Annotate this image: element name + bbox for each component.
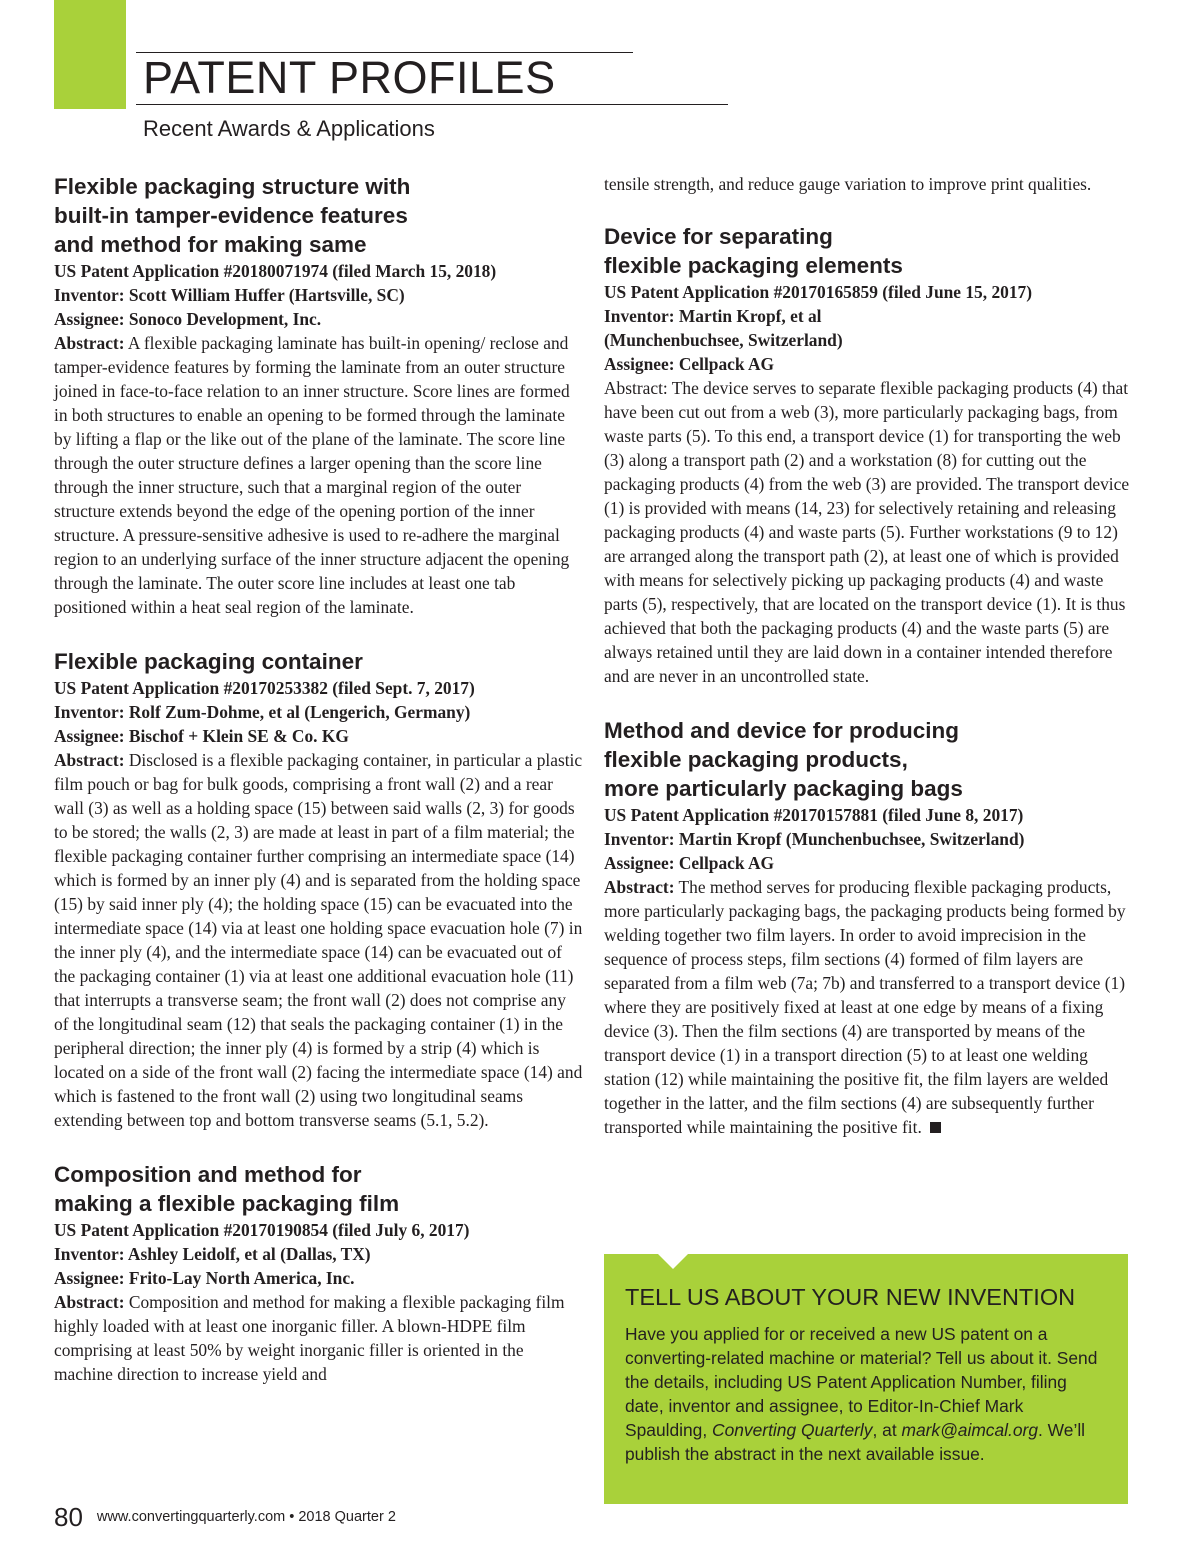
- publication-name: Converting Quarterly: [712, 1420, 873, 1440]
- page-subtitle: Recent Awards & Applications: [143, 116, 435, 141]
- patent-title: Method and device for producing flexible packaging products, more particularly packaging bags: [604, 718, 963, 801]
- patent-title: Flexible packaging structure with built-in tamper-evidence features and method for making same: [54, 174, 411, 257]
- abstract-label: Abstract:: [54, 750, 125, 770]
- patent-meta: US Patent Application #20170165859 (filed June 15, 2017) Inventor: Martin Kropf, et al (Munchenbuchsee, Switzerland) Assignee: Cellpack AG: [604, 282, 1033, 374]
- abstract-text: Composition and method for making a flexible packaging film highly loaded with at least one inorganic filler. A blown-HDPE film comprising at least 50% by weight inorganic filler is oriented in the machine direction to increase yield and: [54, 1292, 565, 1384]
- contact-email-link[interactable]: mark@aimcal.org: [901, 1420, 1039, 1440]
- callout-title: TELL US ABOUT YOUR NEW INVENTION: [625, 1284, 1076, 1310]
- page-footer: [54, 1500, 396, 1534]
- callout-notch: [658, 1254, 688, 1269]
- patent-title: Composition and method for making a flexible packaging film: [54, 1162, 400, 1216]
- callout-text-part: Have you applied for or received a new US patent on a converting-related machine or material? Tell us about it. Send the details, including US Patent Application Number, filing date, inventor and assignee, to Editor-In-Chief Mark Spaulding,: [625, 1324, 1098, 1440]
- page-title: PATENT PROFILES: [143, 52, 556, 103]
- abstract-label: Abstract:: [54, 333, 125, 353]
- patent-abstract: [604, 875, 1134, 1139]
- patent-abstract: [54, 1290, 584, 1386]
- abstract-text: Disclosed is a flexible packaging container, in particular a plastic film pouch or bag for bulk goods, comprising a front wall (2) and a rear wall (3) as well as a holding space (15) between said walls (2, 3) for goods to be stored; the walls (2, 3) are made at least in part of a film material; the flexible packaging container further comprising an intermediate space (14) which is formed by an inner ply (4) and is separated from the holding space (15) by said inner ply (4); the holding space (15) can be evacuated into the intermediate space (14) via at least one holding space evacuation hole (7) in the inner ply (4), and the intermediate space (14) can be evacuated out of the packaging container (1) via at least one additional evacuation hole (11) that interrupts a transverse seam; the front wall (2) does not comprise any of the longitudinal seam (12) that seals the packaging container (1) in the peripheral direction; the inner ply (4) is formed by a strip (4) which is located on a side of the front wall (2) facing the intermediate space (14) and which is fastened to the front wall (2) using two longitudinal seams extending between top and bottom transverse seams (5.1, 5.2).: [54, 750, 583, 1130]
- abstract-label: Abstract:: [604, 877, 675, 897]
- footer-text: www.convertingquarterly.com • 2018 Quarter 2: [96, 1509, 396, 1525]
- patent-meta: US Patent Application #20180071974 (filed March 15, 2018) Inventor: Scott William Huffer (Hartsville, SC) Assignee: Sonoco Development, Inc.: [54, 261, 497, 329]
- patent-abstract: [54, 331, 584, 619]
- patent-title: Flexible packaging container: [54, 649, 363, 674]
- patent-entry: [604, 222, 1134, 688]
- invention-callout-box: [604, 1254, 1128, 1504]
- abstract-text: The method serves for producing flexible packaging products, more particularly packaging bags, the packaging products being formed by welding together two film layers. In order to avoid imprecision in the sequence of process steps, film sections (4) formed of film layers are separated from a film web (7a; 7b) and transferred to a transport device (1) where they are positively fixed at least at one edge by means of a fixing device (3). Then the film sections (4) are transported by means of the transport device (1) in a transport direction (5) to at least one welding station (12) while maintaining the positive fit, the film layers are welded together in the latter, and the film sections (4) are subsequently further transported while maintaining the positive fit.: [604, 877, 1126, 1137]
- patent-entry: [54, 172, 584, 619]
- patent-abstract: Abstract: The device serves to separate flexible packaging products (4) that have been cut out from a web (3), more particularly packaging bags, from waste parts (5). To this end, a transport device (1) for transporting the web (3) along a transport path (2) and a workstation (8) for cutting out the packaging products (4) from the web (3) are provided. The transport device (1) is provided with means (14, 23) for selectively retaining and releasing packaging products (4) and waste parts (5). Further workstations (9 to 12) are arranged along the transport path (2), at least one of which is provided with means for selectively picking up packaging products (4) and waste parts (5), respectively, that are located on the transport device (1). It is thus achieved that both the packaging products (4) and the waste parts (5) are always retained until they are laid down in a container intended therefore and are never in an uncontrolled state.: [604, 378, 1130, 686]
- patent-entry: [54, 647, 584, 1132]
- abstract-label: Abstract:: [54, 1292, 125, 1312]
- continued-abstract: tensile strength, and reduce gauge variation to improve print qualities.: [604, 174, 1092, 194]
- callout-text-part: . We’ll publish the abstract in the next available issue.: [625, 1420, 1086, 1464]
- left-column: [54, 172, 584, 1414]
- patent-entry: [54, 1160, 584, 1386]
- end-of-article-mark: [930, 1122, 941, 1133]
- patent-meta: US Patent Application #20170190854 (filed July 6, 2017) Inventor: Ashley Leidolf, et al (Dallas, TX) Assignee: Frito-Lay North America, Inc.: [54, 1220, 470, 1288]
- callout-text-part: , at: [872, 1420, 902, 1440]
- header-accent-bar: [54, 0, 126, 109]
- abstract-text: A flexible packaging laminate has built-in opening/ reclose and tamper-evidence features by forming the laminate from an outer structure joined in face-to-face relation to an inner structure. Score lines are formed in both structures to enable an opening to be formed through the laminate by lifting a flap or the like out of the plane of the laminate. The score line through the outer structure defines a larger opening than the score line through the inner structure, such that a marginal region of the outer structure extends beyond the edge of the opening portion of the inner structure. A pressure-sensitive adhesive is used to re-adhere the marginal region to an underlying surface of the inner structure adjacent the opening through the laminate. The outer score line includes at least one tab positioned within a heat seal region of the laminate.: [54, 333, 570, 617]
- patent-entry: [604, 716, 1134, 1139]
- callout-text: [625, 1322, 1108, 1466]
- patent-meta: US Patent Application #20170157881 (filed June 8, 2017) Inventor: Martin Kropf (Munchenbuchsee, Switzerland) Assignee: Cellpack AG: [604, 805, 1025, 873]
- page-number: 80: [54, 1501, 83, 1532]
- header-rule-bottom: [136, 104, 728, 105]
- patent-title: Device for separating flexible packaging elements: [604, 224, 903, 278]
- patent-meta: US Patent Application #20170253382 (filed Sept. 7, 2017) Inventor: Rolf Zum-Dohme, et al (Lengerich, Germany) Assignee: Bischof + Klein SE & Co. KG: [54, 678, 475, 746]
- patent-abstract: [54, 748, 584, 1132]
- right-column: [604, 172, 1134, 1167]
